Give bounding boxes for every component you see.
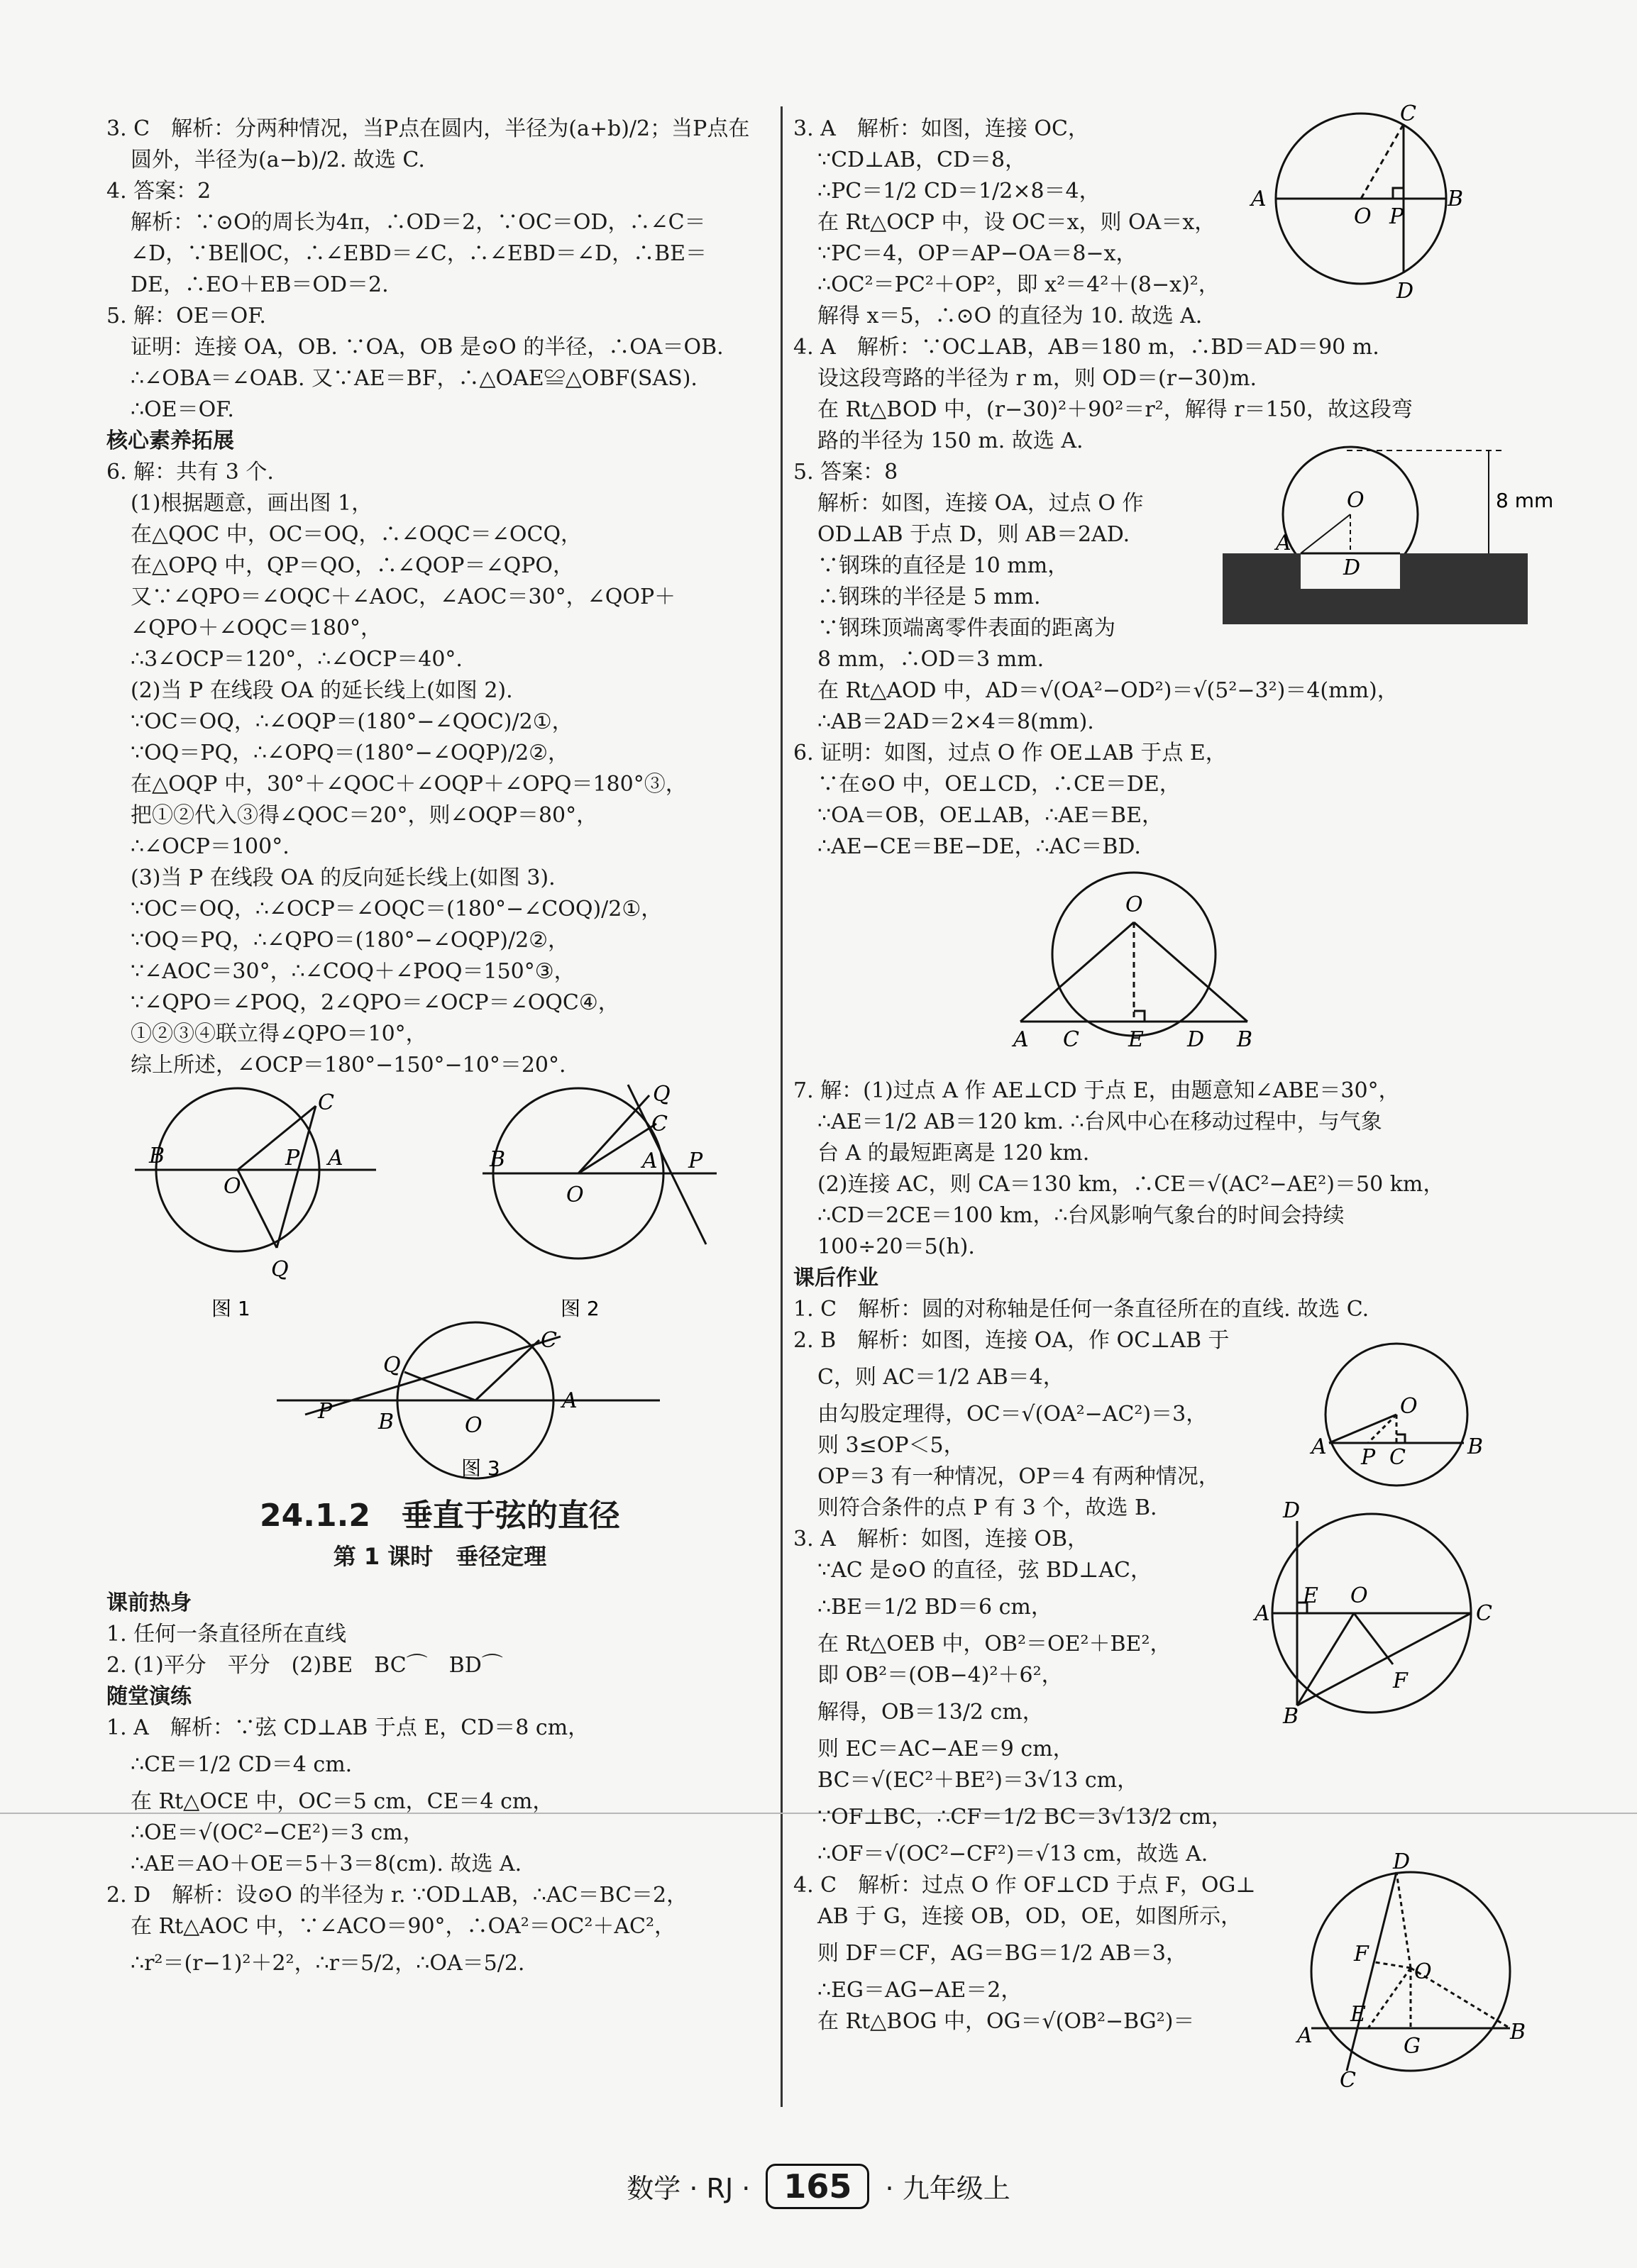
warmup-heading: 课前热身	[106, 1591, 192, 1615]
svg-text:A: A	[1251, 187, 1267, 211]
label-A: A	[642, 1149, 658, 1173]
svg-text:B: B	[1510, 2020, 1526, 2045]
svg-text:D: D	[1343, 555, 1361, 580]
text-line: 3. C 解析：分两种情况，当P点在圆内，半径为(a+b)/2；当P点在	[106, 116, 750, 141]
left-block-a	[106, 114, 773, 426]
text-line: ∠QPO＋∠OQC＝180°，	[131, 616, 382, 641]
text-line: 6. 证明：如图，过点 O 作 OE⊥AB 于点 E，	[793, 741, 1227, 765]
svg-text:P: P	[1389, 204, 1404, 229]
label-Q: Q	[383, 1353, 401, 1378]
text-line: 则 EC＝AC−AE＝9 cm，	[817, 1737, 1074, 1761]
text-line: ∠D，∵BE∥OC，∴∠EBD＝∠C，∴∠EBD＝∠D，∴BE＝	[131, 241, 707, 266]
text-line: ∴OC²＝PC²＋OP²，即 x²＝4²＋(8−x)²，	[817, 272, 1220, 297]
svg-text:A: A	[1311, 1434, 1327, 1459]
svg-text:D: D	[1283, 1498, 1301, 1523]
left-column	[106, 114, 773, 1985]
text-line: 1. C 解析：圆的对称轴是任何一条直径所在的直线. 故选 C.	[793, 1297, 1369, 1322]
text-line: DE，∴EO＋EB＝OD＝2.	[131, 272, 389, 297]
label-Q: Q	[653, 1082, 671, 1107]
geometry-figures	[106, 1081, 773, 1478]
text-line: ∵CD⊥AB，CD＝8，	[817, 148, 1027, 172]
text-line: ∴CE＝1/2 CD＝4 cm.	[131, 1752, 353, 1777]
svg-text:O: O	[1350, 1583, 1368, 1608]
text-line: 则 3≤OP＜5，	[817, 1433, 965, 1458]
text-line: ∵OA＝OB，OE⊥AB，∴AE＝BE，	[817, 803, 1164, 828]
label-O: O	[566, 1183, 584, 1207]
text-line: (3)当 P 在线段 OA 的反向延长线上(如图 3).	[131, 865, 556, 890]
text-line: 综上所述，∠OCP＝180°−150°−10°＝20°.	[131, 1053, 566, 1078]
text-line: 解得，OB＝13/2 cm，	[817, 1700, 1044, 1725]
text-line: 解析：∵⊙O的周长为4π，∴OD＝2，∵OC＝OD，∴∠C＝	[131, 210, 706, 235]
practice-heading: 随堂演练	[106, 1684, 192, 1709]
svg-text:C: C	[1476, 1601, 1492, 1626]
svg-text:E: E	[1128, 1027, 1144, 1052]
svg-text:A: A	[1297, 2023, 1313, 2048]
figure-q5	[1219, 447, 1554, 631]
right-block-a	[793, 101, 1567, 1052]
text-line: ∵钢珠的直径是 10 mm，	[817, 553, 1069, 578]
text-line: ∴AE＝AO＋OE＝5＋3＝8(cm). 故选 A.	[131, 1852, 522, 1876]
figure-q3	[1247, 101, 1464, 305]
text-line: 又∵∠QPO＝∠OQC＋∠AOC，∠AOC＝30°，∠QOP＋	[131, 585, 676, 609]
svg-text:E: E	[1350, 2002, 1366, 2027]
text-line: 台 A 的最短距离是 120 km.	[817, 1141, 1090, 1166]
text-line: 证明：连接 OA，OB. ∵OA，OB 是⊙O 的半径，∴OA＝OB.	[131, 335, 724, 360]
text-line: 则 DF＝CF，AG＝BG＝1/2 AB＝3，	[817, 1941, 1187, 1966]
figures-1-2-3	[106, 1081, 773, 1478]
svg-text:C: C	[1063, 1027, 1079, 1052]
figure-hw4	[1290, 1849, 1531, 2093]
svg-text:A: A	[1255, 1601, 1270, 1626]
sub-title: 第 1 课时 垂径定理	[333, 1543, 547, 1570]
text-line: ∵∠QPO＝∠POQ，2∠QPO＝∠OCP＝∠OQC④，	[131, 990, 619, 1015]
label-A: A	[562, 1388, 578, 1413]
text-line: 即 OB²＝(OB−4)²＋6²，	[817, 1663, 1063, 1688]
svg-text:O: O	[1414, 1959, 1432, 1984]
text-line: 在 Rt△OCP 中，设 OC＝x，则 OA＝x，	[817, 210, 1216, 235]
text-line: 在 Rt△AOD 中，AD＝√(OA²−OD²)＝√(5²−3²)＝4(mm)，	[817, 678, 1399, 703]
core-heading: 核心素养拓展	[106, 428, 234, 453]
text-line: ∵∠AOC＝30°，∴∠COQ＋∠POQ＝150°③，	[131, 959, 575, 984]
figure-q6	[1006, 865, 1262, 1050]
text-line: 3. A 解析：如图，连接 OC，	[793, 116, 1089, 141]
text-line: C，则 AC＝1/2 AB＝4，	[817, 1365, 1064, 1390]
text-line: ∴∠OBA＝∠OAB. 又∵AE＝BF，∴△OAE≌△OBF(SAS).	[131, 366, 698, 391]
text-line: ∴PC＝1/2 CD＝1/2×8＝4，	[817, 179, 1101, 204]
fig5-label: 8 mm	[1496, 489, 1554, 512]
label-O: O	[224, 1174, 241, 1199]
right-block-c	[793, 1294, 1567, 2093]
text-line: 7. 解：(1)过点 A 作 AE⊥CD 于点 E，由题意知∠ABE＝30°，	[793, 1078, 1400, 1103]
svg-text:B: B	[1448, 187, 1464, 211]
text-line: 在 Rt△OEB 中，OB²＝OE²＋BE²，	[817, 1632, 1172, 1656]
text-line: (2)连接 AC，则 CA＝130 km，∴CE＝√(AC²−AE²)＝50 km，	[817, 1172, 1445, 1197]
text-line: ∵OQ＝PQ，∴∠OPQ＝(180°−∠OQP)/2②，	[131, 741, 570, 765]
text-line: AB 于 G，连接 OB，OD，OE，如图所示，	[817, 1904, 1242, 1929]
text-line: 2. (1)平分 平分 (2)BE BC⌒ BD⌒	[106, 1653, 503, 1678]
text-line: ∴r²＝(r−1)²＋2²，∴r＝5/2，∴OA＝5/2.	[131, 1951, 525, 1976]
svg-text:D: D	[1396, 279, 1414, 304]
text-line: ∴3∠OCP＝120°，∴∠OCP＝40°.	[131, 647, 463, 672]
text-line: 解析：如图，连接 OA，过点 O 作	[817, 491, 1144, 516]
text-line: 100÷20＝5(h).	[817, 1234, 975, 1259]
text-line: (2)当 P 在线段 OA 的延长线上(如图 2).	[131, 678, 513, 703]
page-footer	[0, 2164, 1637, 2209]
svg-text:C: C	[1340, 2068, 1356, 2093]
label-C: C	[318, 1090, 334, 1115]
text-line: ∵OC＝OQ，∴∠OQP＝(180°−∠QOC)/2①，	[131, 709, 573, 734]
text-line: 在 Rt△AOC 中，∵∠ACO＝90°，∴OA²＝OC²＋AC²，	[131, 1914, 676, 1939]
text-line: OP＝3 有一种情况，OP＝4 有两种情况，	[817, 1464, 1220, 1489]
text-line: 在 Rt△OCE 中，OC＝5 cm，CE＝4 cm，	[131, 1789, 554, 1814]
svg-text:D: D	[1393, 1849, 1411, 1874]
label-B: B	[378, 1410, 395, 1434]
text-line: (1)根据题意，画出图 1，	[131, 491, 373, 516]
label-C: C	[541, 1328, 557, 1353]
svg-text:O: O	[1347, 488, 1365, 513]
fig2-caption: 图 2	[561, 1297, 600, 1320]
left-block-d	[106, 1713, 773, 1985]
text-line: 路的半径为 150 m. 故选 A.	[817, 428, 1084, 453]
left-block-b	[106, 457, 773, 1081]
figure-hw2	[1290, 1337, 1517, 1507]
text-line: 在 Rt△BOD 中，(r−30)²＋90²＝r²，解得 r＝150，故这段弯	[817, 397, 1413, 422]
label-P: P	[285, 1146, 300, 1171]
svg-text:E: E	[1303, 1583, 1318, 1608]
text-line: ∴BE＝1/2 BD＝6 cm，	[817, 1595, 1052, 1620]
fig3-caption: 图 3	[461, 1456, 500, 1480]
svg-text:C: C	[1400, 101, 1416, 126]
text-line: ①②③④联立得∠QPO＝10°，	[131, 1022, 427, 1046]
right-block-b	[793, 1075, 1567, 1263]
text-line: ∴AB＝2AD＝2×4＝8(mm).	[817, 709, 1094, 734]
text-line: ∵在⊙O 中，OE⊥CD，∴CE＝DE，	[817, 772, 1181, 797]
text-line: ∵AC 是⊙O 的直径，弦 BD⊥AC，	[817, 1558, 1152, 1583]
text-line: 5. 解：OE＝OF.	[106, 304, 266, 328]
text-line: BC＝√(EC²＋BE²)＝3√13 cm，	[817, 1768, 1139, 1793]
text-line: ∵钢珠顶端离零件表面的距离为	[817, 616, 1115, 641]
text-line: 则符合条件的点 P 有 3 个，故选 B.	[817, 1495, 1157, 1520]
footer-subject: 数学 · RJ ·	[627, 2173, 751, 2204]
text-line: 1. 任何一条直径所在直线	[106, 1622, 347, 1647]
svg-text:A: A	[1013, 1027, 1029, 1052]
text-line: ∴OE＝OF.	[131, 397, 234, 422]
footer-grade: · 九年级上	[885, 2173, 1010, 2204]
svg-text:F: F	[1354, 1942, 1369, 1966]
svg-text:O: O	[1400, 1394, 1418, 1419]
text-line: ∵OF⊥BC，∴CF＝1/2 BC＝3√13/2 cm，	[817, 1805, 1233, 1830]
text-line: ∴∠OCP＝100°.	[131, 834, 290, 859]
text-line: 4. 答案：2	[106, 179, 211, 204]
svg-text:G: G	[1404, 2034, 1421, 2059]
homework-heading: 课后作业	[793, 1266, 878, 1290]
text-line: 圆外，半径为(a−b)/2. 故选 C.	[131, 148, 425, 172]
label-P: P	[688, 1149, 703, 1173]
text-line: ∴AE−CE＝BE−DE，∴AC＝BD.	[817, 834, 1141, 859]
text-line: 4. C 解析：过点 O 作 OF⊥CD 于点 F，OG⊥	[793, 1873, 1256, 1898]
label-A: A	[328, 1146, 343, 1171]
label-Q: Q	[271, 1257, 289, 1282]
text-line: 在△OQP 中，30°＋∠QOC＋∠OQP＋∠OPQ＝180°③，	[131, 772, 687, 797]
text-line: ∴CD＝2CE＝100 km，∴台风影响气象台的时间会持续	[817, 1203, 1345, 1228]
text-line: ∵OC＝OQ，∴∠OCP＝∠OQC＝(180°−∠COQ)/2①，	[131, 897, 663, 922]
text-line: 在△OPQ 中，QP＝QO，∴∠QOP＝∠QPO，	[131, 553, 574, 578]
label-C: C	[651, 1112, 668, 1136]
svg-text:O: O	[1125, 892, 1143, 917]
text-line: 3. A 解析：如图，连接 OB，	[793, 1527, 1089, 1551]
svg-text:F: F	[1393, 1669, 1408, 1693]
column-divider	[781, 106, 783, 2107]
text-line: 在 Rt△BOG 中，OG＝√(OB²−BG²)＝	[817, 2009, 1195, 2034]
text-line: 由勾股定理得，OC＝√(OA²−AC²)＝3，	[817, 1402, 1208, 1427]
svg-text:P: P	[1361, 1445, 1376, 1470]
svg-text:A: A	[1276, 531, 1291, 555]
text-line: ∴AE＝1/2 AB＝120 km. ∴台风中心在移动过程中，与气象	[817, 1110, 1382, 1134]
label-B: B	[490, 1147, 506, 1172]
text-line: ∴OE＝√(OC²−CE²)＝3 cm，	[131, 1820, 424, 1845]
figure-3	[277, 1322, 660, 1478]
figure-hw3	[1233, 1500, 1545, 1727]
text-line: 8 mm，∴OD＝3 mm.	[817, 647, 1045, 672]
text-line: 5. 答案：8	[793, 460, 898, 485]
text-line: ∵PC＝4，OP＝AP−OA＝8−x，	[817, 241, 1137, 266]
fig1-caption: 图 1	[211, 1297, 250, 1320]
label-B: B	[149, 1144, 165, 1168]
text-line: 解得 x＝5，∴⊙O 的直径为 10. 故选 A.	[817, 304, 1203, 328]
text-line: 1. A 解析：∵弦 CD⊥AB 于点 E，CD＝8 cm，	[106, 1715, 590, 1740]
svg-text:C: C	[1389, 1445, 1406, 1470]
text-line: 2. B 解析：如图，连接 OA，作 OC⊥AB 于	[793, 1328, 1230, 1353]
right-column	[793, 101, 1567, 2093]
text-line: ∴OF＝√(OC²−CF²)＝√13 cm，故选 A.	[817, 1842, 1208, 1866]
text-line: 把①②代入③得∠QOC＝20°，则∠OQP＝80°，	[131, 803, 598, 828]
page-number: 165	[766, 2164, 869, 2209]
text-line: 6. 解：共有 3 个.	[106, 460, 274, 485]
svg-text:O: O	[1354, 204, 1372, 229]
text-line: 设这段弯路的半径为 r m，则 OD＝(r−30)m.	[817, 366, 1257, 391]
svg-text:D: D	[1187, 1027, 1205, 1052]
text-line: 在△QOC 中，OC＝OQ，∴∠OQC＝∠OCQ，	[131, 522, 583, 547]
text-line: OD⊥AB 于点 D，则 AB＝2AD.	[817, 522, 1130, 547]
svg-text:B: B	[1283, 1704, 1299, 1729]
text-line: ∵OQ＝PQ，∴∠QPO＝(180°−∠OQP)/2②，	[131, 928, 570, 953]
section-title: 24.1.2 垂直于弦的直径	[260, 1498, 620, 1534]
svg-text:B: B	[1237, 1027, 1253, 1052]
text-line: 2. D 解析：设⊙O 的半径为 r. ∵OD⊥AB，∴AC＝BC＝2，	[106, 1883, 688, 1908]
text-line: ∴EG＝AG−AE＝2，	[817, 1978, 1023, 2003]
svg-text:B: B	[1467, 1434, 1484, 1459]
text-line: 4. A 解析：∵OC⊥AB，AB＝180 m，∴BD＝AD＝90 m.	[793, 335, 1379, 360]
text-line: ∴钢珠的半径是 5 mm.	[817, 585, 1041, 609]
label-P: P	[318, 1399, 333, 1424]
label-O: O	[465, 1413, 483, 1438]
figure-2	[483, 1085, 717, 1259]
